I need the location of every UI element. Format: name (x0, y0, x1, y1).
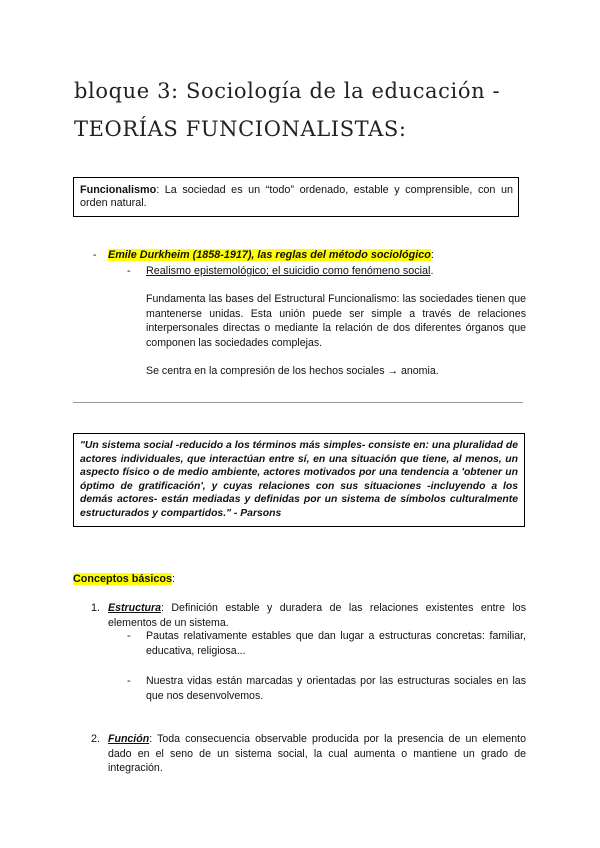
term-funcion: Función (108, 733, 150, 745)
durkheim-heading: Emile Durkheim (1858-1917), las reglas del método sociológico (108, 249, 431, 261)
section-divider (73, 402, 523, 403)
conceptos-heading-row (73, 573, 175, 585)
page-title: bloque 3: Sociología de la educación - TEORÍAS FUNCIONALISTAS: (74, 79, 501, 141)
durkheim-sub-suffix: . (430, 265, 434, 277)
list-item-number: 1. (91, 602, 101, 614)
durkheim-sub: Realismo epistemológico; el suicidio como fenómeno social (146, 265, 431, 277)
list-item-estructura (108, 601, 526, 630)
conceptos-heading-suffix: : (172, 573, 175, 585)
estructura-sub-2: Nuestra vidas están marcadas y orientadas por las estructuras sociales en las que nos desenvolvemos. (146, 675, 526, 702)
durkheim-heading-suffix: : (430, 249, 434, 261)
durkheim-heading-row (108, 248, 434, 262)
sub-bullet-dash: - (127, 675, 131, 687)
term-estructura: Estructura (108, 602, 161, 614)
list-item-funcion (108, 732, 526, 776)
durkheim-paragraph: Fundamenta las bases del Estructural Funcionalismo: las sociedades tienen que mantenerse unidas. Esta unión puede ser simple a través de relaciones interpersonales directas o mediante la relación de dos diferentes órganos que componen las sociedades complejas. (146, 293, 526, 349)
parsons-quote-box: "Un sistema social -reducido a los términos más simples- consiste en: una pluralidad de actores individuales, que interactúan entre sí, en una situación que tiene, al menos, un aspecto físico o de medio ambiente, actores motivados por una tendencia a 'obtener un óptimo de gratificación', y cuyas relaciones con sus situaciones -incluyendo a los demás actores- están mediadas y definidas por un sistema de símbolos culturalmente estructurados y compartidos." - Parsons (73, 433, 525, 527)
list-item-number: 2. (91, 733, 101, 745)
sub-bullet-dash: - (127, 265, 131, 277)
sub-bullet-dash: - (127, 630, 131, 642)
conceptos-heading: Conceptos básicos (73, 573, 172, 585)
estructura-sub-1: Pautas relativamente estables que dan lugar a estructuras concretas: familiar, educativa, religiosa... (146, 630, 526, 657)
definition-text: : La sociedad es un “todo” ordenado, estable y comprensible, con un orden natural. (80, 184, 513, 209)
durkheim-sub-row (146, 264, 433, 278)
estructura-text: : Definición estable y duradera de las relaciones existentes entre los elementos de un sistema. (108, 602, 526, 629)
definition-term: Funcionalismo (80, 184, 157, 196)
definition-box (73, 177, 519, 217)
funcion-text: : Toda consecuencia observable producida por la presencia de un elemento dado en el seno de un sistema social, la cual aumenta o mantiene un grado de integración. (108, 733, 526, 775)
bullet-dash: - (93, 249, 97, 261)
durkheim-anomia: Se centra en la compresión de los hechos sociales → anomia. (146, 365, 439, 377)
